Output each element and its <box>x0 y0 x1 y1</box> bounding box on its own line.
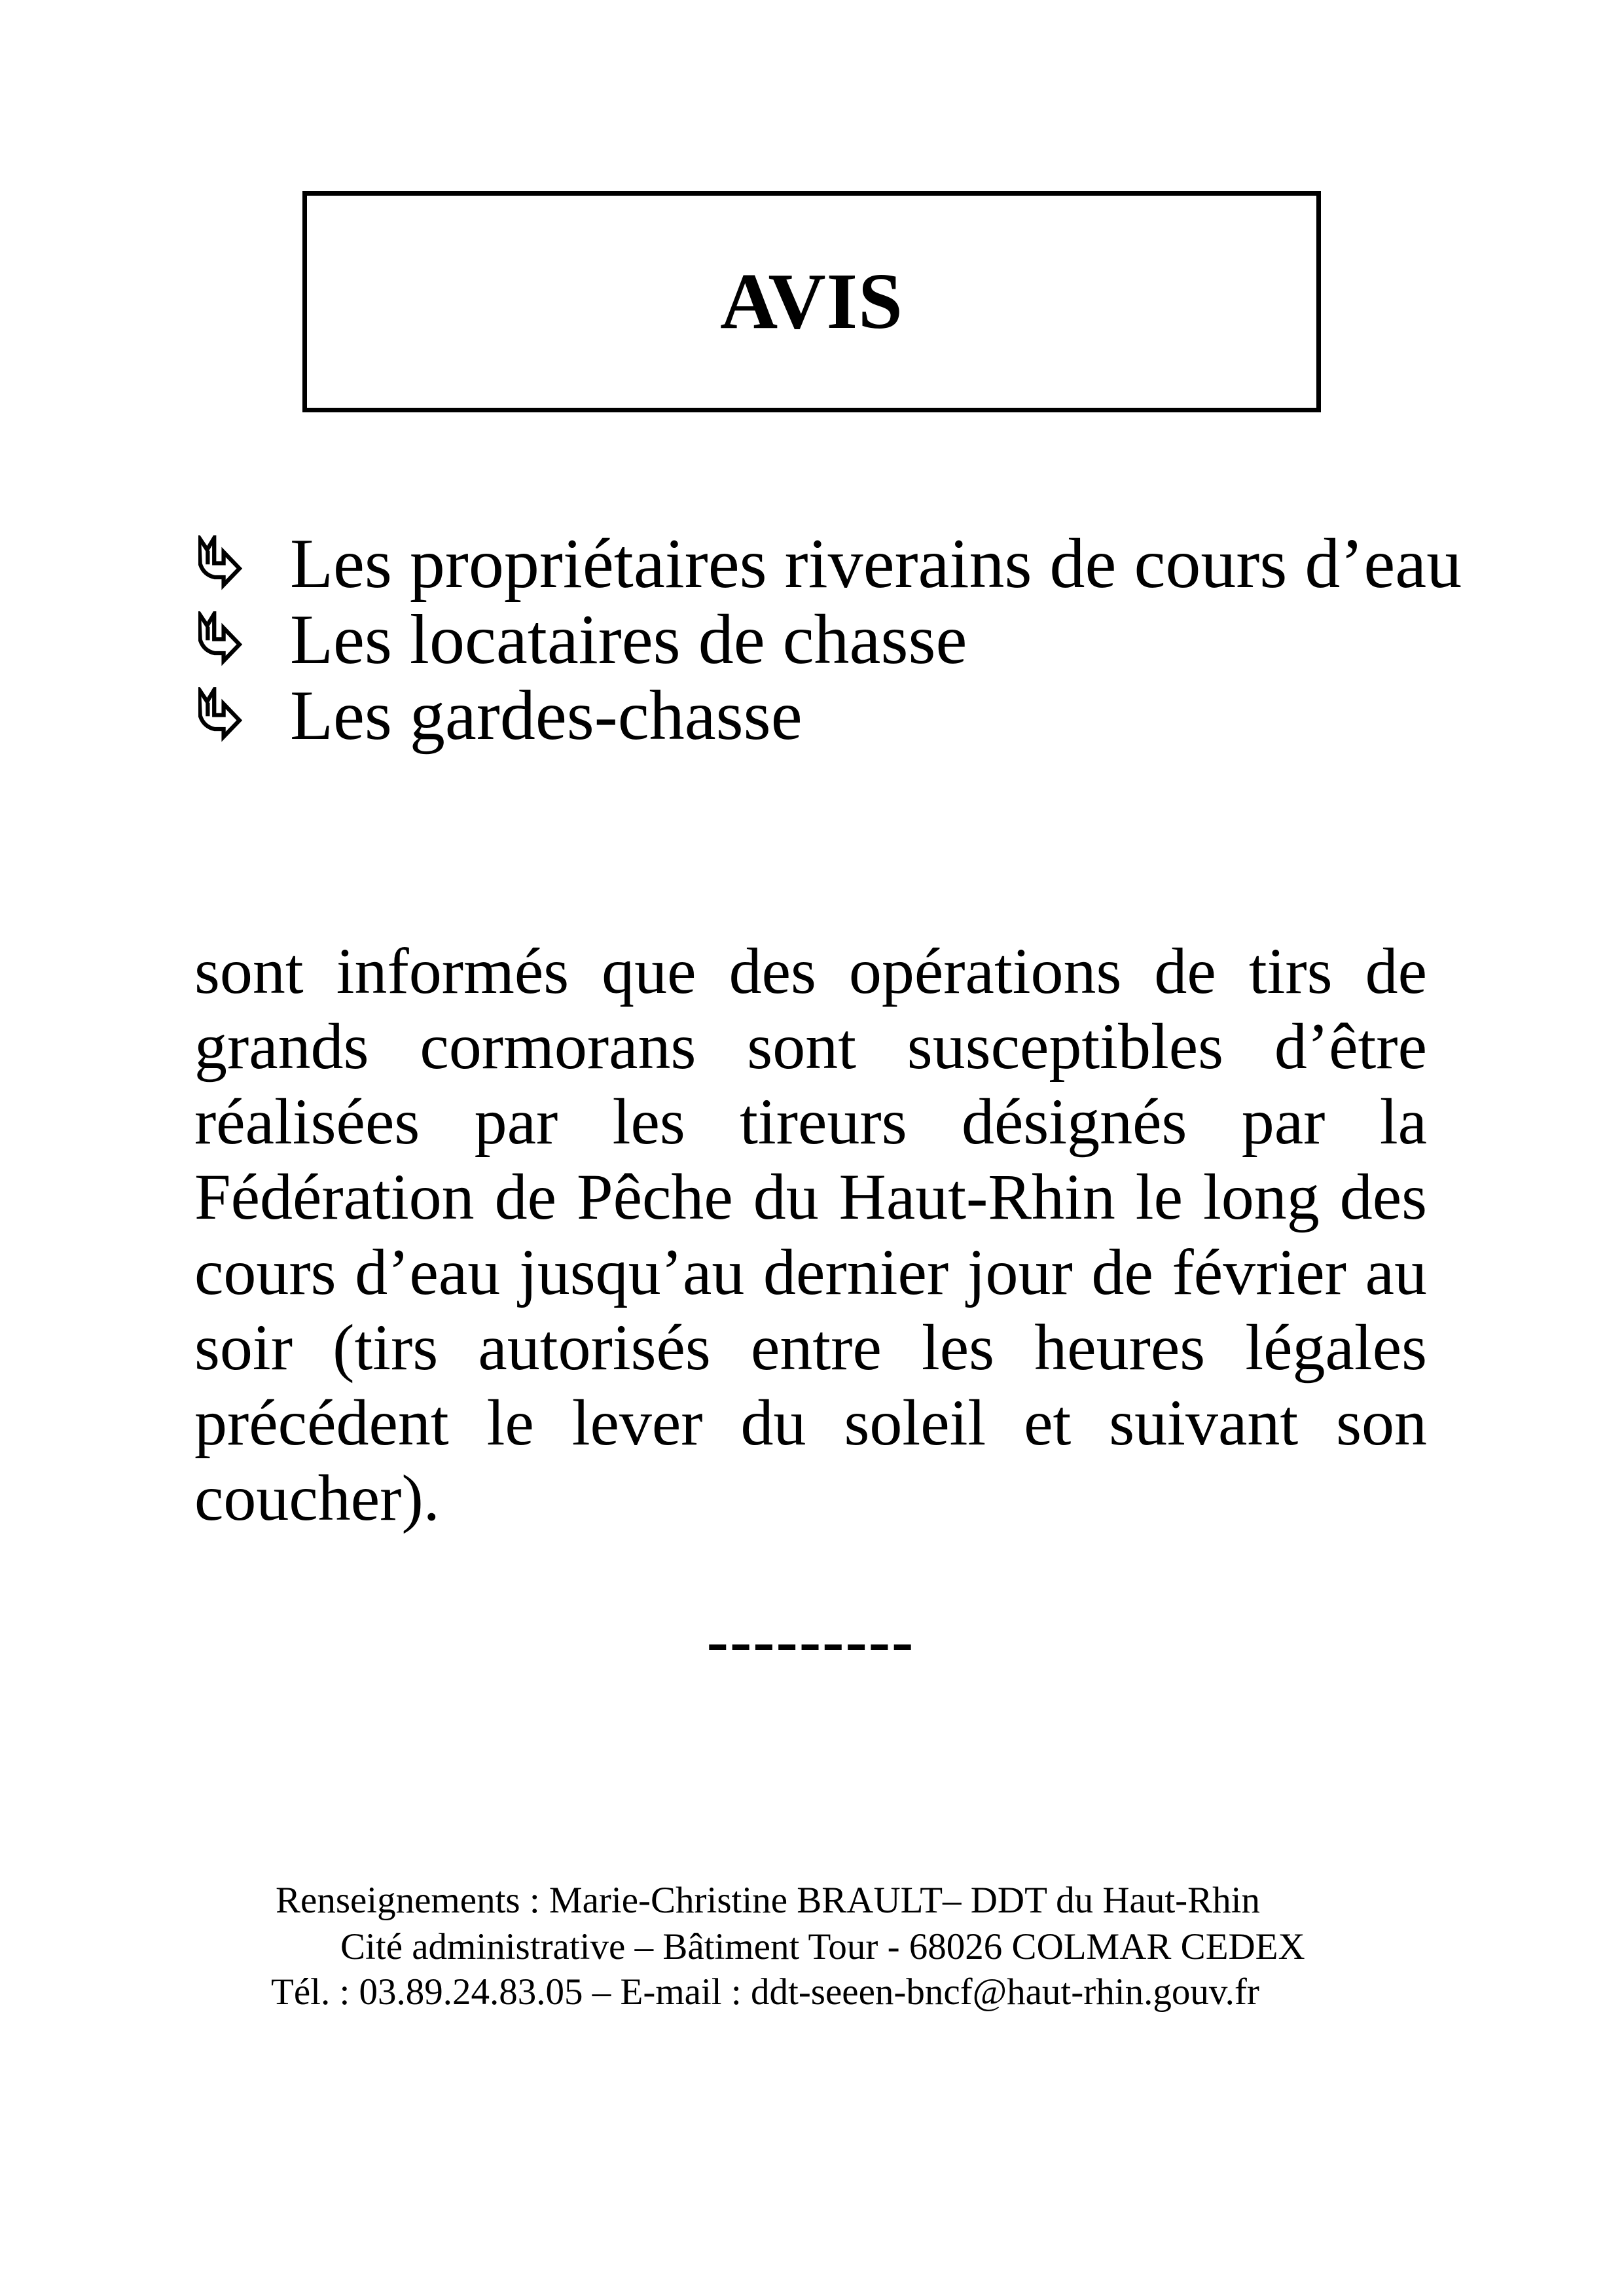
list-item <box>198 526 1462 602</box>
body-line: sont informés que des opérations de tirs de <box>194 935 1427 1007</box>
body-line: réalisées par les tireurs désignés par la <box>194 1085 1427 1158</box>
body-line: grands cormorans sont susceptibles d’être <box>194 1010 1427 1083</box>
body-line: coucher). <box>194 1462 440 1534</box>
recipient-label: Les gardes-chasse <box>290 677 803 755</box>
footer-contact-address: Cité administrative – Bâtiment Tour - 68026 COLMAR CEDEX <box>340 1926 1305 1967</box>
notice-title-box <box>302 191 1321 412</box>
bent-arrow-bullet-icon <box>198 535 244 591</box>
page-title: AVIS <box>720 257 903 346</box>
body-line: cours d’eau jusqu’au dernier jour de février au <box>194 1236 1427 1308</box>
recipient-label: Les locataires de chasse <box>290 601 967 679</box>
bent-arrow-bullet-icon <box>198 611 244 667</box>
notice-body-paragraph <box>194 933 1427 1535</box>
recipient-label: Les propriétaires riverains de cours d’eau <box>290 525 1462 603</box>
footer-contact-name: Renseignements : Marie-Christine BRAULT– DDT du Haut-Rhin <box>276 1880 1261 1921</box>
body-line: soir (tirs autorisés entre les heures légales <box>194 1311 1427 1384</box>
list-item <box>198 678 803 754</box>
section-divider: --------- <box>706 1604 915 1677</box>
body-line: Fédération de Pêche du Haut-Rhin le long des <box>194 1160 1427 1233</box>
list-item <box>198 602 967 678</box>
footer-contact-phone-email: Tél. : 03.89.24.83.05 – E-mail : ddt-seeen-bncf@haut-rhin.gouv.fr <box>271 1971 1259 2013</box>
body-line: précédent le lever du soleil et suivant son <box>194 1386 1427 1459</box>
bent-arrow-bullet-icon <box>198 687 244 743</box>
